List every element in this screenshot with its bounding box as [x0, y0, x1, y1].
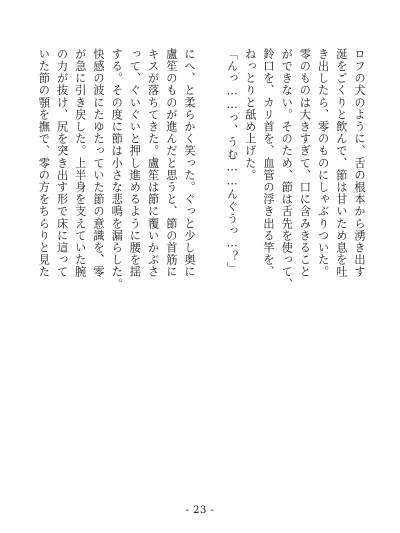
text-line: って、ぐいぐいと押し進めるように腰を揺 — [128, 48, 142, 278]
text-line: にへ、と柔らかく笑った。ぐっと少し奥に — [183, 48, 196, 278]
text-line: 「んっ……っ、うむ……んぐうっ…？」 — [225, 48, 239, 275]
text-line: ねっとりと舐め上げた。 — [243, 48, 257, 182]
text-line: ロフの犬のように、舌の根本から湧き出す — [353, 48, 366, 278]
text-line: する。その度に節は小さな悲鳴を漏らした。 — [110, 48, 124, 290]
text-line: 鈴口を、カリ首を、血管の浮き出る竿を、 — [261, 48, 275, 278]
text-block-right — [224, 48, 368, 498]
text-line: 涎をごくりと飲んで、節は甘いため息を吐 — [334, 48, 348, 278]
text-line: 盧笙のものが進んだと思うと、節の首筋に — [164, 48, 178, 278]
text-line: の力が抜け、尻を突き出す形で床に這って — [55, 48, 69, 278]
text-line: キスが落ちてきた。盧笙は節に覆いかぶさ — [146, 48, 160, 278]
text-line: ができない。そのため、節は舌先を使って、 — [280, 48, 294, 290]
text-line: き出したら、零のものにしゃぶりついた。 — [316, 48, 330, 278]
page-number: - 23 - — [185, 505, 215, 516]
text-block-left — [36, 48, 198, 498]
text-line: 快感の波にたゆたっていた節の意識を、零 — [91, 48, 105, 278]
text-line: 零のものは大きすぎて、口に含みきること — [298, 48, 312, 278]
text-line: いた節の顎を撫で、零の方をちらりと見た — [37, 48, 51, 278]
text-line: が急に引き戻した。上半身を支えていた腕 — [73, 48, 87, 278]
